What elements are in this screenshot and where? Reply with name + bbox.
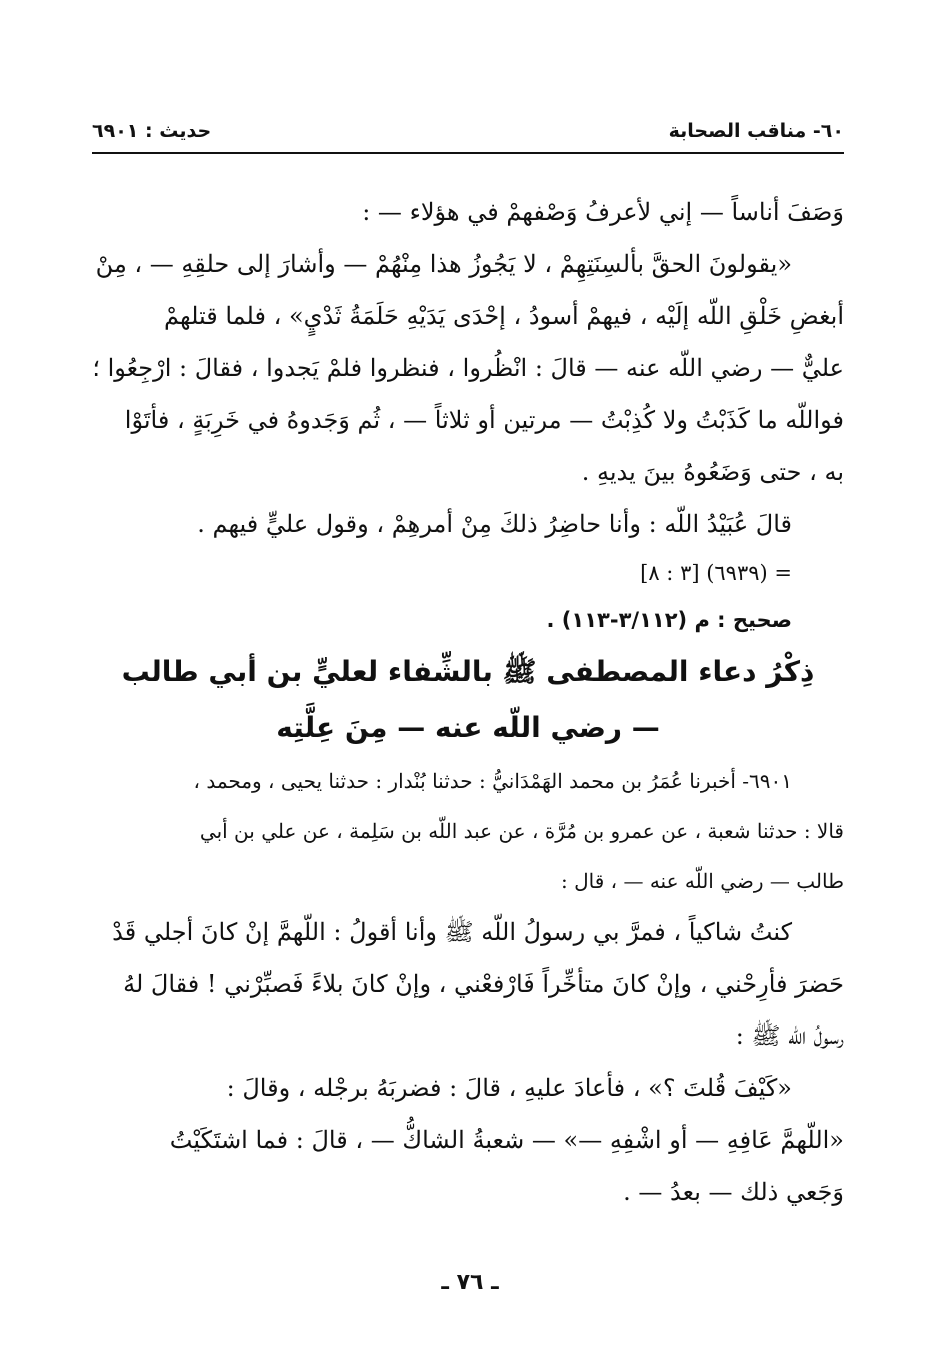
text-line: وَصَفَ أناساً — إني لأعرفُ وَصْفهمْ في هؤلاء — :	[362, 198, 844, 226]
section-title-line: — رضي اللّه عنه — مِنَ عِلَّتِه	[276, 711, 660, 744]
page-body	[92, 186, 844, 1218]
running-header	[92, 116, 844, 150]
isnad-line: قالا : حدثنا شعبة ، عن عمرو بن مُرَّة ، عن عبد اللّه بن سَلِمة ، عن علي بن أبي	[199, 819, 844, 843]
section-title-line: ذِكْرُ دعاء المصطفى ﷺ بالشِّفاء لعليٍّ بن أبي طالب	[121, 655, 815, 688]
text-line: «يقولونَ الحقَّ بألسِنَتِهِمْ ، لا يَجُوزُ هذا مِنْهُمْ — وأشارَ إلى حلقِهِ — ، مِنْ	[95, 250, 792, 278]
text-line: عليٌّ — رضي اللّه عنه — قالَ : انْظُروا ، فنظروا فلمْ يَجدوا ، فقالَ : ارْجِعُوا ؛	[92, 354, 844, 382]
matn-line: كنتُ شاكياً ، فمرَّ بي رسولُ اللّه ﷺ وأنا أقولُ : اللّهمَّ إنْ كانَ أجلي قَدْ	[112, 918, 792, 946]
matn-line: رسولُ اللّه ﷺ :	[735, 1022, 844, 1050]
grading-line: صحيح : م (٣/١١٢-١١٣) .	[546, 608, 792, 632]
narrator-line: قالَ عُبَيْدُ اللّه : وأنا حاضِرُ ذلكَ مِنْ أمرهِمْ ، وقول عليٍّ فيهم .	[197, 510, 792, 538]
matn-line: «كَيْفَ قُلتَ ؟» ، فأعادَ عليهِ ، قالَ : فضربَهُ برجْله ، وقالَ :	[226, 1074, 792, 1102]
text-line: أبغضِ خَلْقِ اللّه إلَيْه ، فيهمْ أسودُ ، إحْدَى يَدَيْهِ حَلَمَةُ ثَدْيٍ» ، فلما قتلهمْ	[164, 302, 844, 330]
hadith-number-ref: حديث : ٦٩٠١	[92, 120, 212, 142]
header-rule	[92, 152, 844, 154]
isnad-line: طالب — رضي اللّه عنه — ، قال :	[561, 869, 844, 893]
page-number: ـ ٧٦ ـ	[441, 1270, 499, 1295]
isnad-line: ٦٩٠١- أخبرنا عُمَرُ بن محمد الهَمْدَانيُّ : حدثنا بُنْدار : حدثنا يحيى ، ومحمد ،	[193, 769, 792, 793]
text-line: به ، حتى وَضَعُوهُ بينَ يديهِ .	[581, 458, 844, 486]
matn-line: حَضرَ فأرِحْني ، وإنْ كانَ متأخِّراً فَارْفعْني ، وإنْ كانَ بلاءً فَصبِّرْني ! فقالَ لهُ	[123, 970, 844, 998]
cross-reference: = (٦٩٣٩) [٣ : ٨]	[640, 561, 792, 585]
text-line: فواللّه ما كَذَبْتُ ولا كُذِبْتُ — مرتين أو ثلاثاً — ، ثُم وَجَدوهُ في خَرِبَةٍ ، فأتَوْا	[124, 406, 844, 434]
chapter-title: ٦٠- مناقب الصحابة	[668, 120, 844, 142]
matn-line: «اللّهمَّ عَافِهِ — أو اشْفِهِ —» — شعبةُ الشاكُّ — ، قالَ : فما اشتَكَيْتُ	[169, 1126, 844, 1154]
matn-line: وَجَعي ذلك — بعدُ — .	[623, 1178, 844, 1206]
